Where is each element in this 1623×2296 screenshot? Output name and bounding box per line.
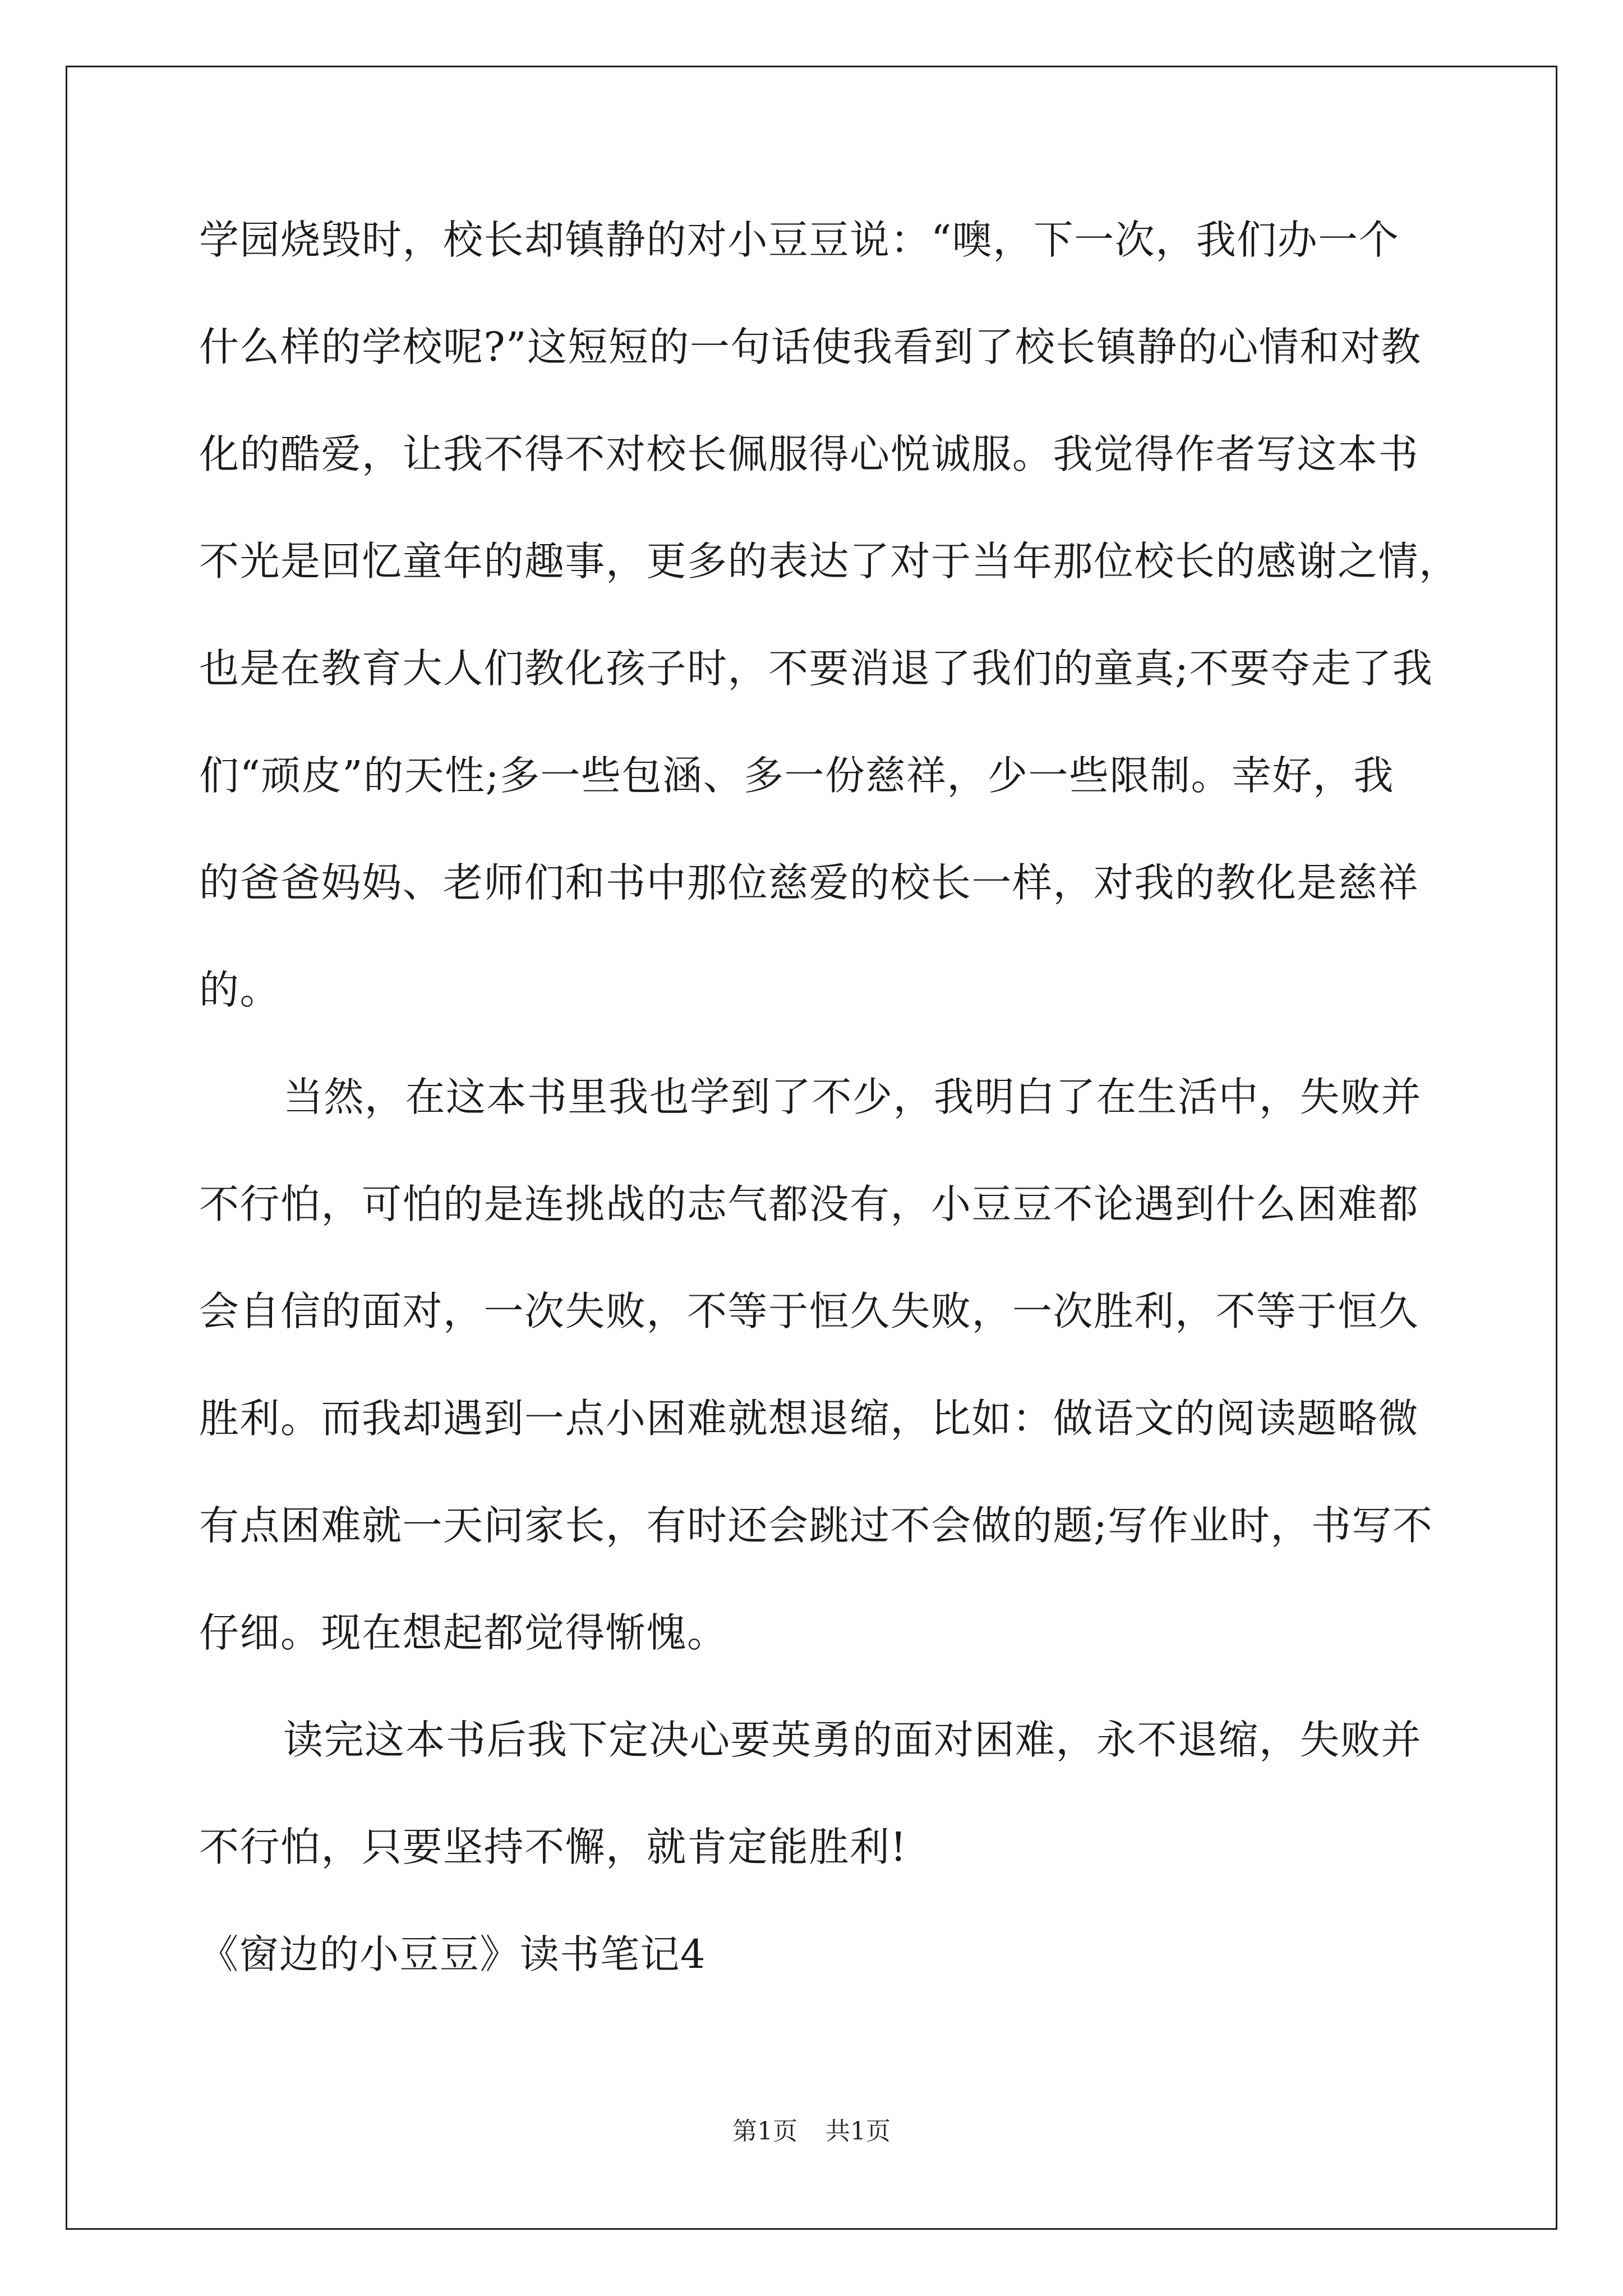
text-line: 不行怕，只要坚持不懈，就肯定能胜利! <box>199 1824 907 1870</box>
text-line: 学园烧毁时，校长却镇静的对小豆豆说：“噢，下一次，我们办一个 <box>199 217 1400 263</box>
text-line: 不行怕，可怕的是连挑战的志气都没有，小豆豆不论遇到什么困难都 <box>199 1181 1419 1227</box>
text-line: 的。 <box>199 967 281 1013</box>
text-line: 不光是回忆童年的趣事，更多的表达了对于当年那位校长的感谢之情， <box>199 538 1460 585</box>
text-line: 什么样的学校呢?”这短短的一句话使我看到了校长镇静的心情和对教 <box>199 324 1422 370</box>
text-line: 胜利。而我却遇到一点小困难就想退缩，比如：做语文的阅读题略微 <box>199 1395 1419 1442</box>
paragraph-first-line: 当然，在这本书里我也学到了不少，我明白了在生活中，失败并 <box>283 1074 1422 1120</box>
paragraph-first-line: 读完这本书后我下定决心要英勇的面对困难，永不退缩，失败并 <box>283 1717 1422 1763</box>
page-number-total: 共1页 <box>826 2117 891 2146</box>
page-frame <box>66 66 1557 2230</box>
text-line: 们“顽皮”的天性;多一些包涵、多一份慈祥，少一些限制。幸好，我 <box>199 752 1395 799</box>
text-line: 的爸爸妈妈、老师们和书中那位慈爱的校长一样，对我的教化是慈祥 <box>199 859 1419 906</box>
text-line: 也是在教育大人们教化孩子时，不要消退了我们的童真;不要夺走了我 <box>199 645 1433 692</box>
text-line: 会自信的面对，一次失败，不等于恒久失败，一次胜利，不等于恒久 <box>199 1288 1419 1335</box>
text-line: 仔细。现在想起都觉得惭愧。 <box>199 1609 728 1656</box>
page-footer <box>0 2115 1623 2148</box>
text-line: 有点困难就一天问家长，有时还会跳过不会做的题;写作业时，书写不 <box>199 1502 1433 1549</box>
section-heading: 《窗边的小豆豆》读书笔记4 <box>199 1931 707 1977</box>
page-number-current: 第1页 <box>732 2117 797 2146</box>
text-line: 化的酷爱，让我不得不对校长佩服得心悦诚服。我觉得作者写这本书 <box>199 431 1419 477</box>
